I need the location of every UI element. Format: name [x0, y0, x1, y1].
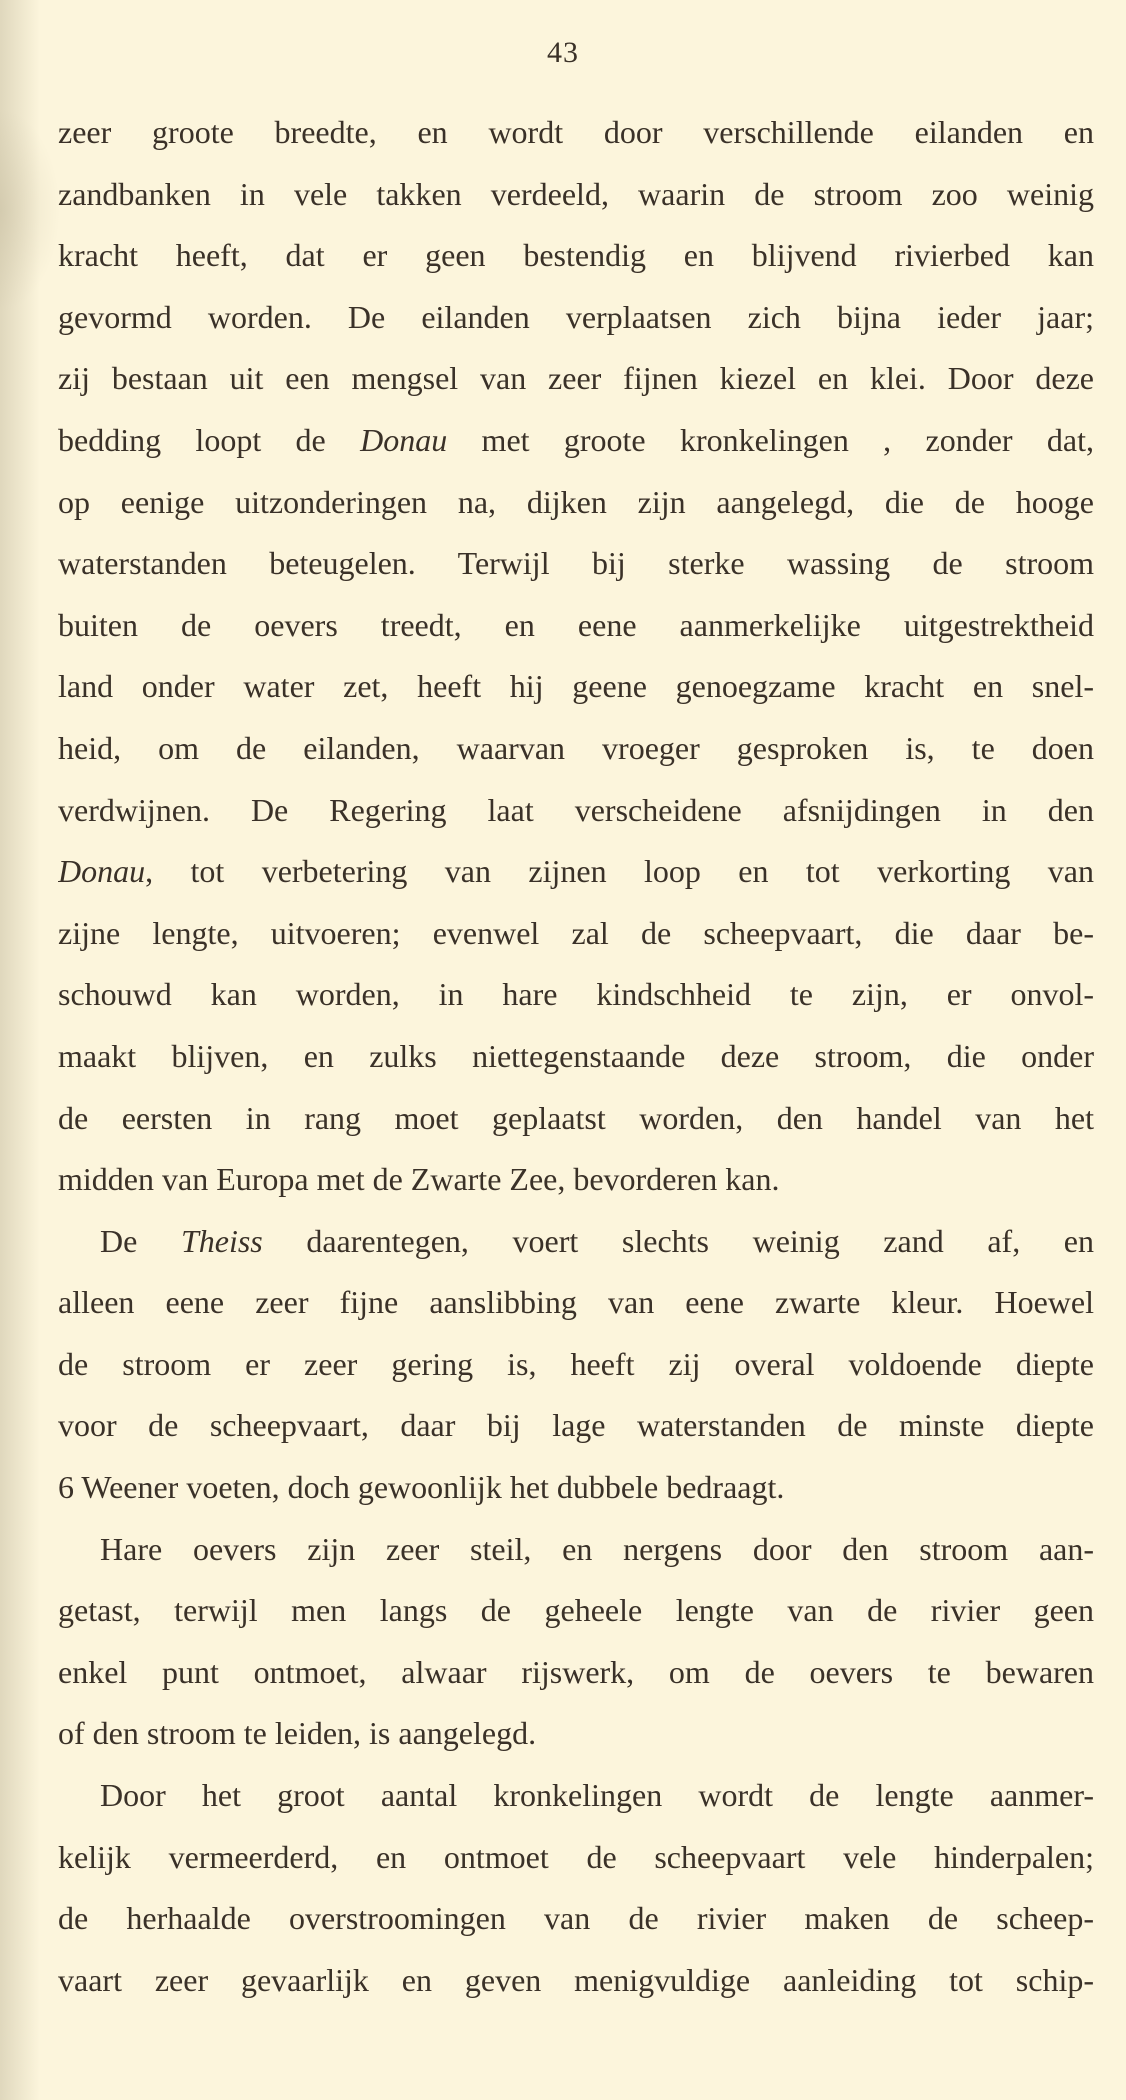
text-line [58, 1950, 1094, 2012]
text-segment: getast, terwijl men langs de geheele lengte van de rivier geen [58, 1592, 1094, 1629]
text-segment: bedding loopt de [58, 421, 361, 458]
text-segment: gevormd worden. De eilanden verplaatsen zich bijna ieder jaar; [58, 298, 1094, 335]
text-line [58, 656, 1094, 718]
body-text [58, 102, 1094, 2011]
text-segment: zandbanken in vele takken verdeeld, waarin de stroom zoo weinig [58, 175, 1094, 212]
text-segment: land onder water zet, heeft hij geene genoegzame kracht en snel- [58, 668, 1094, 705]
text-segment: De [100, 1222, 181, 1259]
text-segment: 6 Weener voeten, doch gewoonlijk het dubbele bedraagt. [58, 1469, 785, 1506]
text-line [58, 348, 1094, 410]
text-line [58, 595, 1094, 657]
text-line [58, 1211, 1094, 1273]
text-segment: schouwd kan worden, in hare kindschheid te zijn, er onvol- [58, 976, 1094, 1013]
text-segment: zij bestaan uit een mengsel van zeer fijnen kiezel en klei. Door deze [58, 360, 1094, 397]
text-segment: enkel punt ontmoet, alwaar rijswerk, om de oevers te bewaren [58, 1653, 1094, 1690]
text-line [58, 780, 1094, 842]
text-segment: buiten de oevers treedt, en eene aanmerkelijke uitgestrektheid [58, 606, 1094, 643]
text-segment: of den stroom te leiden, is aangelegd. [58, 1715, 537, 1752]
text-line [58, 964, 1094, 1026]
text-segment: zijne lengte, uitvoeren; evenwel zal de scheepvaart, die daar be- [58, 914, 1094, 951]
text-segment: alleen eene zeer fijne aanslibbing van eene zwarte kleur. Hoewel [58, 1284, 1094, 1321]
text-line [58, 287, 1094, 349]
text-line [58, 472, 1094, 534]
text-segment: , tot verbetering van zijnen loop en tot verkorting van [145, 853, 1094, 890]
text-segment: kracht heeft, dat er geen bestendig en blijvend rivierbed kan [58, 237, 1094, 274]
text-line [58, 1580, 1094, 1642]
text-line [58, 102, 1094, 164]
text-line [58, 1827, 1094, 1889]
text-line [58, 1888, 1094, 1950]
text-line [58, 1149, 1094, 1211]
text-line [58, 164, 1094, 226]
text-line [58, 1026, 1094, 1088]
text-line [58, 1703, 1094, 1765]
text-segment: vaart zeer gevaarlijk en geven menigvuldige aanleiding tot schip- [58, 1961, 1094, 1998]
text-line [58, 718, 1094, 780]
text-line [58, 1642, 1094, 1704]
text-segment: zeer groote breedte, en wordt door verschillende eilanden en [58, 114, 1094, 150]
text-line [58, 1765, 1094, 1827]
text-segment: daarentegen, voert slechts weinig zand af, en [262, 1222, 1094, 1259]
text-line [58, 1395, 1094, 1457]
text-line [58, 1272, 1094, 1334]
text-line [58, 903, 1094, 965]
text-line [58, 1457, 1094, 1519]
italic-term: Theiss [180, 1222, 263, 1259]
text-line [58, 410, 1094, 472]
text-segment: heid, om de eilanden, waarvan vroeger gesproken is, te doen [58, 729, 1094, 766]
text-segment: met groote kronkelingen , zonder dat, [447, 421, 1094, 458]
italic-term: Donau [360, 421, 448, 458]
text-segment: Door het groot aantal kronkelingen wordt de lengte aanmer- [100, 1777, 1094, 1814]
text-segment: op eenige uitzonderingen na, dijken zijn aangelegd, die de hooge [58, 483, 1094, 520]
text-segment: midden van Europa met de Zwarte Zee, bevorderen kan. [58, 1161, 780, 1198]
text-segment: de stroom er zeer gering is, heeft zij overal voldoende diepte [58, 1345, 1094, 1382]
text-line [58, 225, 1094, 287]
text-line [58, 1088, 1094, 1150]
text-segment: maakt blijven, en zulks niettegenstaande deze stroom, die onder [58, 1037, 1094, 1074]
text-segment: de herhaalde overstroomingen van de rivier maken de scheep- [58, 1900, 1094, 1937]
text-segment: Hare oevers zijn zeer steil, en nergens door den stroom aan- [100, 1530, 1094, 1567]
text-line [58, 1334, 1094, 1396]
text-segment: de eersten in rang moet geplaatst worden, den handel van het [58, 1099, 1094, 1136]
text-line [58, 533, 1094, 595]
italic-term: Donau [58, 853, 146, 890]
text-line [58, 841, 1094, 903]
text-segment: kelijk vermeerderd, en ontmoet de scheepvaart vele hinderpalen; [58, 1838, 1094, 1875]
text-segment: waterstanden beteugelen. Terwijl bij sterke wassing de stroom [58, 545, 1094, 582]
text-line [58, 1519, 1094, 1581]
page-number: 43 [547, 36, 579, 69]
text-segment: verdwijnen. De Regering laat verscheidene afsnijdingen in den [58, 791, 1094, 828]
text-segment: voor de scheepvaart, daar bij lage waterstanden de minste diepte [58, 1407, 1094, 1444]
